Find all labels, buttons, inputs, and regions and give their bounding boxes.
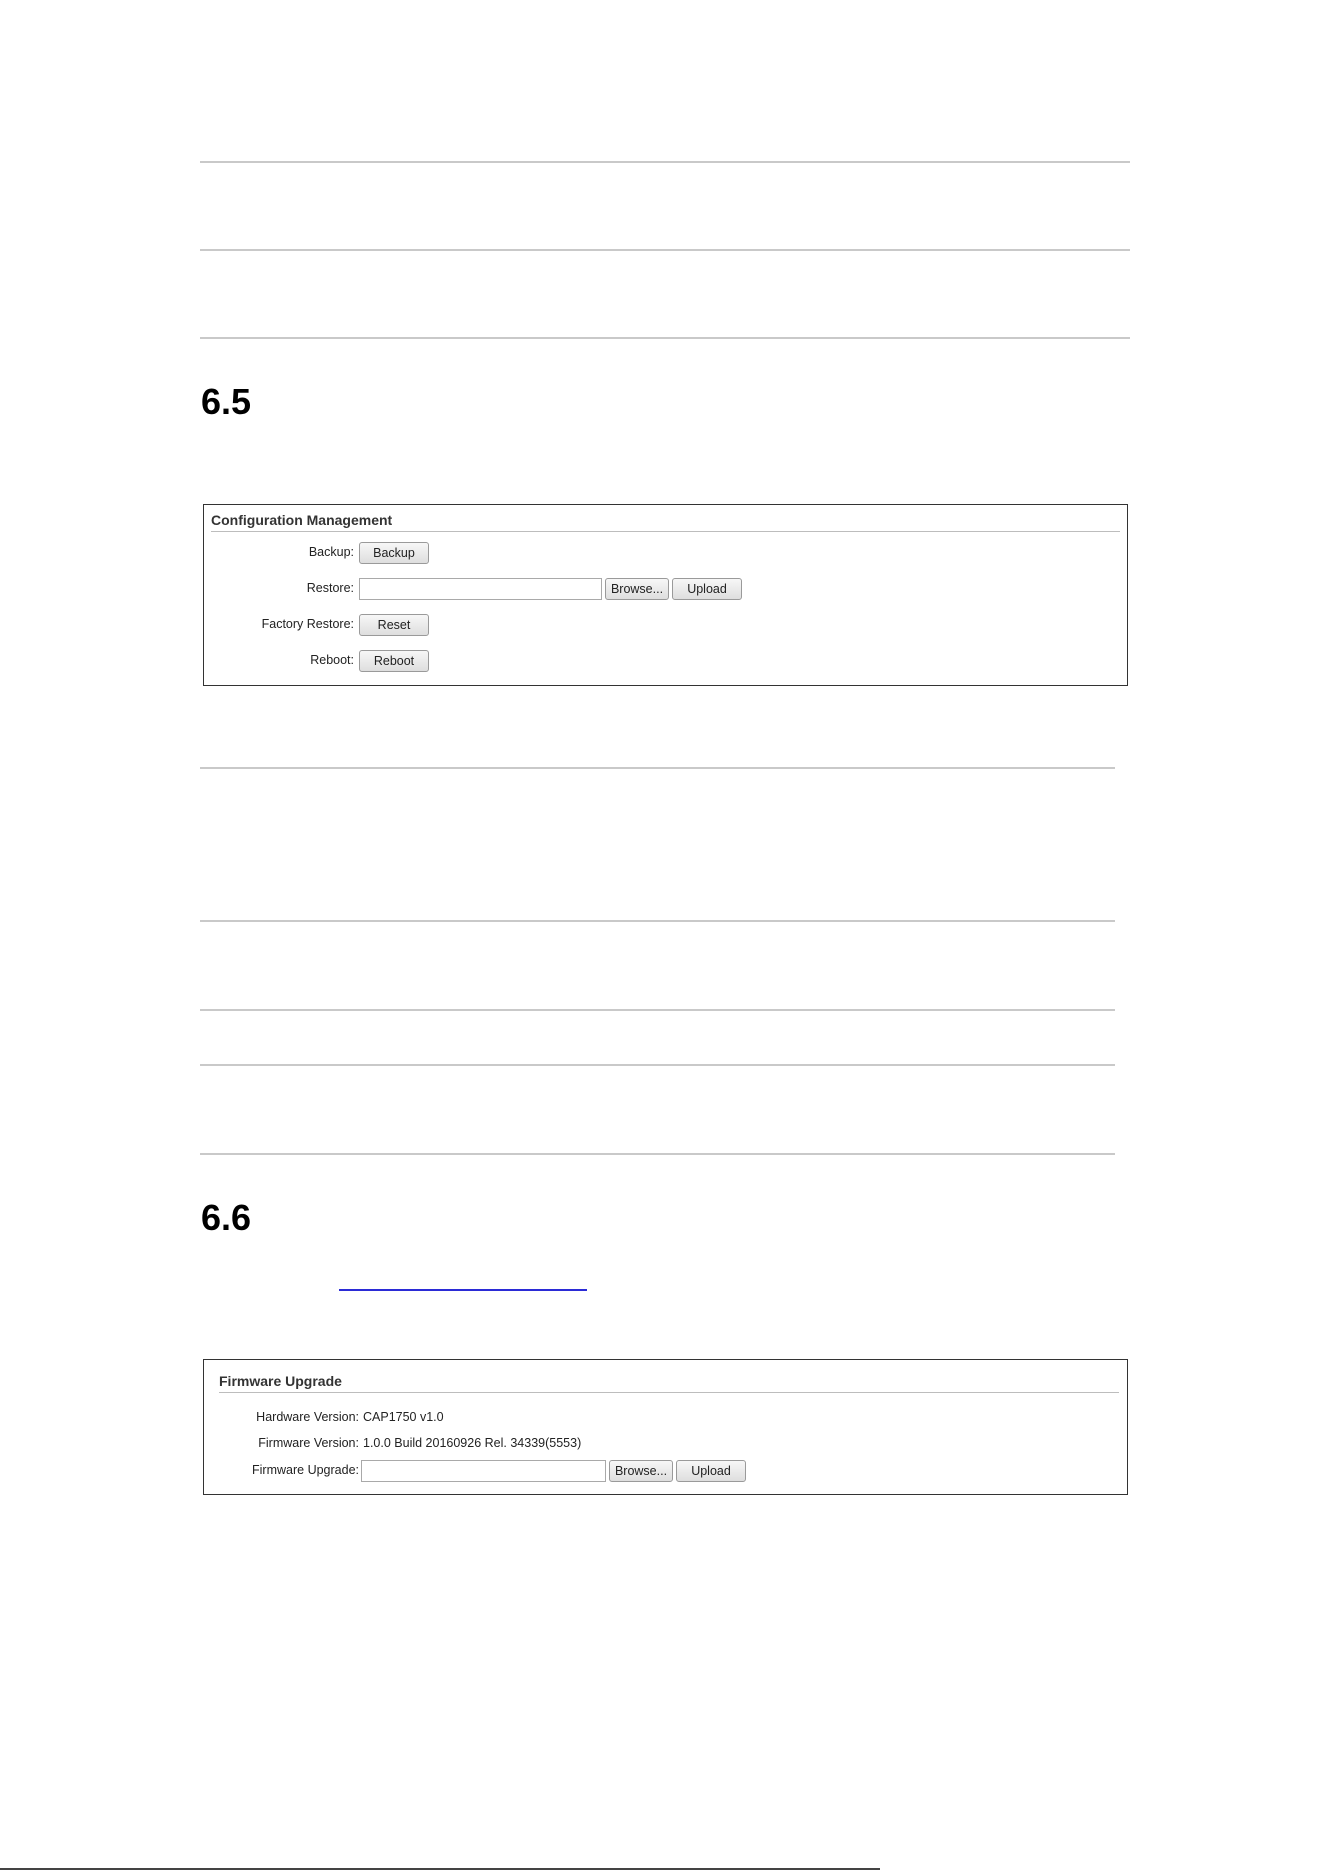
table-rule (200, 1009, 1115, 1011)
reboot-label: Reboot: (310, 653, 354, 667)
panel-title: Firmware Upgrade (219, 1373, 342, 1389)
table-rule (200, 161, 1130, 163)
table-rule (200, 249, 1130, 251)
hardware-version-label: Hardware Version: (256, 1410, 359, 1424)
table-rule (200, 1153, 1115, 1155)
table-rule (200, 337, 1130, 339)
restore-file-input[interactable] (359, 578, 602, 600)
panel-title-rule (219, 1392, 1119, 1393)
panel-title-rule (211, 531, 1120, 532)
firmware-version-label: Firmware Version: (258, 1436, 359, 1450)
table-rule (200, 920, 1115, 922)
backup-label: Backup: (308, 545, 354, 559)
hyperlink-underline[interactable] (339, 1289, 587, 1291)
reset-button[interactable]: Reset (359, 614, 429, 636)
firmware-upgrade-label: Firmware Upgrade: (252, 1463, 359, 1477)
section-heading-6-6: 6.6 (201, 1197, 252, 1238)
browse-button[interactable]: Browse... (605, 578, 669, 600)
configuration-management-panel (203, 504, 1128, 686)
table-rule (200, 767, 1115, 769)
browse-button[interactable]: Browse... (609, 1460, 673, 1482)
table-rule (200, 1064, 1115, 1066)
restore-label: Restore: (306, 581, 354, 595)
hardware-version-value: CAP1750 v1.0 (363, 1410, 444, 1424)
firmware-upgrade-panel (203, 1359, 1128, 1495)
section-heading-6-5: 6.5 (201, 381, 252, 422)
factory-restore-label: Factory Restore: (261, 617, 354, 631)
reboot-button[interactable]: Reboot (359, 650, 429, 672)
backup-button[interactable]: Backup (359, 542, 429, 564)
upload-button[interactable]: Upload (676, 1460, 746, 1482)
firmware-version-value: 1.0.0 Build 20160926 Rel. 34339(5553) (363, 1436, 582, 1450)
panel-title: Configuration Management (211, 512, 393, 528)
firmware-file-input[interactable] (361, 1460, 606, 1482)
footer-rule (0, 1868, 880, 1870)
upload-button[interactable]: Upload (672, 578, 742, 600)
